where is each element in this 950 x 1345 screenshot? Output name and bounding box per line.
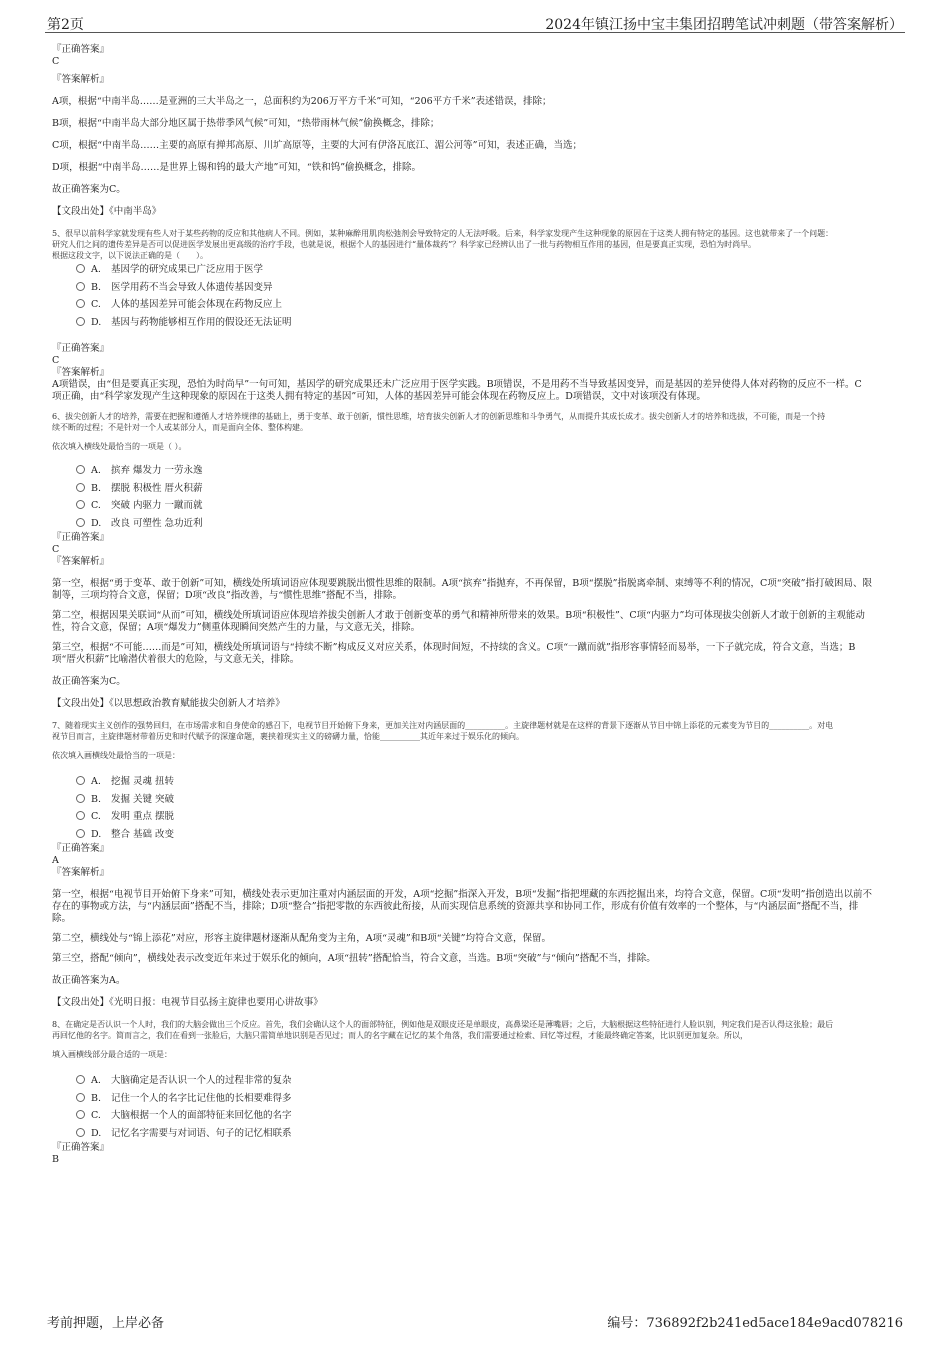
analysis-line: A项，根据“中南半岛……是亚洲的三大半岛之一，总面积约为206万平方千米”可知，“206平方千米”表述错误，排除；	[52, 96, 552, 107]
answer-value: C	[52, 355, 60, 366]
radio-icon	[76, 1075, 85, 1084]
question-stem: 根据这段文字，以下说法正确的是（ ）。	[52, 251, 208, 260]
question-prompt: 依次填入横线处最恰当的一项是（ ）。	[52, 442, 187, 451]
analysis-line: A项错误，由“但是要真正实现，恐怕为时尚早”一句可知，基因学的研究成果还未广泛应用于医学实践。B项错误，不是用药不当导致基因变异，而是基因的差异使得人体对药物的反应不一样。C	[52, 379, 862, 390]
page-number: 第2页	[47, 17, 84, 33]
analysis-line: 存在的事物或方法，与“内涵层面”搭配不当，排除；D项“整合”指把零散的东西彼此衔接，从而实现信息系统的资源共享和协同工作，形成有价值有效率的一个整体，与“内涵层面”搭配不当，排	[52, 901, 859, 912]
answer-label: 『正确答案』	[52, 343, 110, 354]
option-a[interactable]: A. 基因学的研究成果已广泛应用于医学	[52, 261, 897, 279]
analysis-line: 第二空，横线处与“锦上添花”对应，形容主旋律题材逐渐从配角变为主角，A项“灵魂”和B项“关键”均符合文意，保留。	[52, 933, 551, 944]
radio-icon	[76, 1110, 85, 1119]
question-stem: 8、在确定是否认识一个人时，我们的大脑会做出三个反应。首先，我们会确认这个人的面部特征，例如他是双眼皮还是单眼皮，高鼻梁还是薄嘴唇；之后，大脑根据这些特征进行人脸识别，判定我们是否认得这张脸；最后	[52, 1020, 834, 1029]
footer-slogan: 考前押题，上岸必备	[47, 1316, 165, 1331]
answer-label: 『正确答案』	[52, 843, 110, 854]
question-stem: 续不断的过程；不是针对一个人或某部分人，而是面向全体、整体构建。	[52, 423, 308, 432]
analysis-label: 『答案解析』	[52, 367, 110, 378]
analysis-line: 第一空，根据“勇于变革、敢于创新”可知，横线处所填词语应体现要跳脱出惯性思维的限制。A项“摈弃”指抛弃，不再保留，B项“摆脱”指脱离牵制、束缚等不利的情况，C项“突破”指打破困局、限	[52, 578, 872, 589]
analysis-line: 第三空，搭配“倾向”，横线处表示改变近年来过于娱乐化的倾向，A项“扭转”搭配恰当，符合文意，当选。B项“突破”与“倾向”搭配不当，排除。	[52, 953, 656, 964]
radio-icon	[76, 1093, 85, 1102]
radio-icon	[76, 1128, 85, 1137]
option-d[interactable]: D. 改良 可塑性 急功近利	[52, 515, 897, 533]
question-stem: 7、随着现实主义创作的强势回归，在市场需求和自身使命的感召下，电视节目开始俯下身来，更加关注对内涵层面的__________。主旋律题材就是在这样的背景下逐渐从节目中锦上添花的元素变为节目的__________。对电	[52, 721, 834, 730]
radio-icon	[76, 500, 85, 509]
analysis-line: 第一空，根据“电视节目开始俯下身来”可知，横线处表示更加注重对内涵层面的开发，A项“挖掘”指深入开发，B项“发掘”指把埋藏的东西挖掘出来，均符合文意，保留。C项“发明”指创造出以前不	[52, 889, 872, 900]
analysis-label: 『答案解析』	[52, 556, 110, 567]
option-c[interactable]: C. 发明 重点 摆脱	[52, 808, 897, 826]
source: 【文段出处】《以思想政治教育赋能拔尖创新人才培养》	[52, 698, 285, 709]
radio-icon	[76, 794, 85, 803]
analysis-line: 项“厝火积薪”比喻潜伏着很大的危险，与文意无关，排除。	[52, 654, 300, 665]
analysis-line: 第二空，根据因果关联词“从而”可知，横线处所填词语应体现培养拔尖创新人才敢于创新变革的勇气和精神所带来的效果。B项“积极性”、C项“内驱力”均可体现拔尖创新人才敢于创新的主观能动	[52, 610, 865, 621]
radio-icon	[76, 465, 85, 474]
answer-label: 『正确答案』	[52, 44, 110, 55]
document-title: 2024年镇江扬中宝丰集团招聘笔试冲刺题（带答案解析）	[545, 17, 903, 33]
answer-label: 『正确答案』	[52, 532, 110, 543]
question-stem: 6、拔尖创新人才的培养，需要在把握和遵循人才培养规律的基础上，勇于变革、敢于创新，惯性思维，培育拔尖创新人才的创新思维和斗争勇气，从而提升其成长成才。拔尖创新人才的培养和选拔，不可能，而是一个持	[52, 412, 826, 421]
analysis-line: D项，根据“中南半岛……是世界上锡和钨的最大产地”可知，“铁和钨”偷换概念，排除。	[52, 162, 422, 173]
analysis-line: C项，根据“中南半岛……主要的高原有掸邦高原、川圹高原等，主要的大河有伊洛瓦底江、湄公河等”可知，表述正确，当选；	[52, 140, 582, 151]
conclusion: 故正确答案为C。	[52, 676, 126, 687]
analysis-line: B项，根据“中南半岛大部分地区属于热带季风气候”可知，“热带雨林气候”偷换概念，排除；	[52, 118, 440, 129]
radio-icon	[76, 518, 85, 527]
answer-value: A	[52, 855, 59, 866]
analysis-label: 『答案解析』	[52, 74, 110, 85]
answer-label: 『正确答案』	[52, 1142, 110, 1153]
analysis-label: 『答案解析』	[52, 867, 110, 878]
answer-value: C	[52, 544, 60, 555]
option-b[interactable]: B. 医学用药不当会导致人体遗传基因变异	[52, 279, 897, 297]
radio-icon	[76, 282, 85, 291]
analysis-line: 项正确，由“科学家发现产生这种现象的原因在于这类人拥有特定的基因”可知，人体的基因差异可能会体现在药物反应上。D项错误，文中对该项没有体现。	[52, 391, 706, 402]
answer-value: B	[52, 1154, 59, 1165]
option-d[interactable]: D. 整合 基础 改变	[52, 826, 897, 844]
option-c[interactable]: C. 大脑根据一个人的面部特征来回忆他的名字	[52, 1107, 897, 1125]
document-id: 编号：736892f2b241ed5ace184e9acd078216	[607, 1316, 903, 1331]
source: 【文段出处】《光明日报：电视节目弘扬主旋律也要用心讲故事》	[52, 997, 323, 1008]
question-stem: 视节目而言，主旋律题材带着历史和时代赋予的深邃命题，裹挟着现实主义的磅礴力量，恰能__________其近年来过于娱乐化的倾向。	[52, 732, 524, 741]
option-c[interactable]: C. 突破 内驱力 一蹴而就	[52, 497, 897, 515]
radio-icon	[76, 483, 85, 492]
option-b[interactable]: B. 发掘 关键 突破	[52, 791, 897, 809]
page-content	[52, 44, 897, 1166]
option-a[interactable]: A. 挖掘 灵魂 扭转	[52, 773, 897, 791]
question-prompt: 填入画横线部分最合适的一项是：	[52, 1050, 172, 1059]
radio-icon	[76, 264, 85, 273]
option-a[interactable]: A. 摈弃 爆发力 一劳永逸	[52, 462, 897, 480]
option-b[interactable]: B. 记住一个人的名字比记住他的长相要难得多	[52, 1090, 897, 1108]
radio-icon	[76, 776, 85, 785]
analysis-line: 性，符合文意，保留；A项“爆发力”侧重体现瞬间突然产生的力量，与文意无关，排除。	[52, 622, 421, 633]
source: 【文段出处】《中南半岛》	[52, 206, 162, 217]
conclusion: 故正确答案为C。	[52, 184, 126, 195]
question-stem: 研究人们之间的遗传差异是否可以促进医学发展出更高级的治疗手段，也就是说，根据个人的基因进行“量体裁药”？科学家已经辨认出了一批与药物相互作用的基因，但是要真正实现，恐怕为时尚早。	[52, 240, 757, 249]
option-c[interactable]: C. 人体的基因差异可能会体现在药物反应上	[52, 296, 897, 314]
conclusion: 故正确答案为A。	[52, 975, 126, 986]
radio-icon	[76, 829, 85, 838]
radio-icon	[76, 317, 85, 326]
option-a[interactable]: A. 大脑确定是否认识一个人的过程非常的复杂	[52, 1072, 897, 1090]
option-d[interactable]: D. 基因与药物能够相互作用的假设还无法证明	[52, 314, 897, 332]
page-header	[45, 12, 905, 33]
analysis-line: 制等，三项均符合文意，保留；D项“改良”指改善，与“惯性思维”搭配不当，排除。	[52, 590, 403, 601]
option-b[interactable]: B. 摆脱 积极性 厝火积薪	[52, 480, 897, 498]
radio-icon	[76, 811, 85, 820]
question-stem: 5、很早以前科学家就发现有些人对于某些药物的反应和其他病人不同。例如，某种麻醉用肌肉松弛剂会导致特定的人无法呼吸。后来，科学家发现产生这种现象的原因在于这类人拥有特定的基因。这也就带来了一个问题：	[52, 229, 834, 238]
question-prompt: 依次填入画横线处最恰当的一项是：	[52, 751, 180, 760]
question-stem: 再回忆他的名字。简而言之，我们在看到一张脸后，大脑只需简单地识别是否见过；而人的名字藏在记忆的某个角落，我们需要通过检索、回忆等过程，才能最终确定答案，比识别更加复杂。所以，	[52, 1031, 748, 1040]
answer-value: C	[52, 56, 60, 67]
radio-icon	[76, 299, 85, 308]
analysis-line: 第三空，根据“不可能……而是”可知，横线处所填词语与“持续不断”构成反义对应关系，体现时间短，不持续的含义。C项“一蹴而就”指形容事情轻而易举，一下子就完成，符合文意，当选；B	[52, 642, 856, 653]
option-d[interactable]: D. 记忆名字需要与对词语、句子的记忆相联系	[52, 1125, 897, 1143]
analysis-line: 除。	[52, 913, 72, 924]
